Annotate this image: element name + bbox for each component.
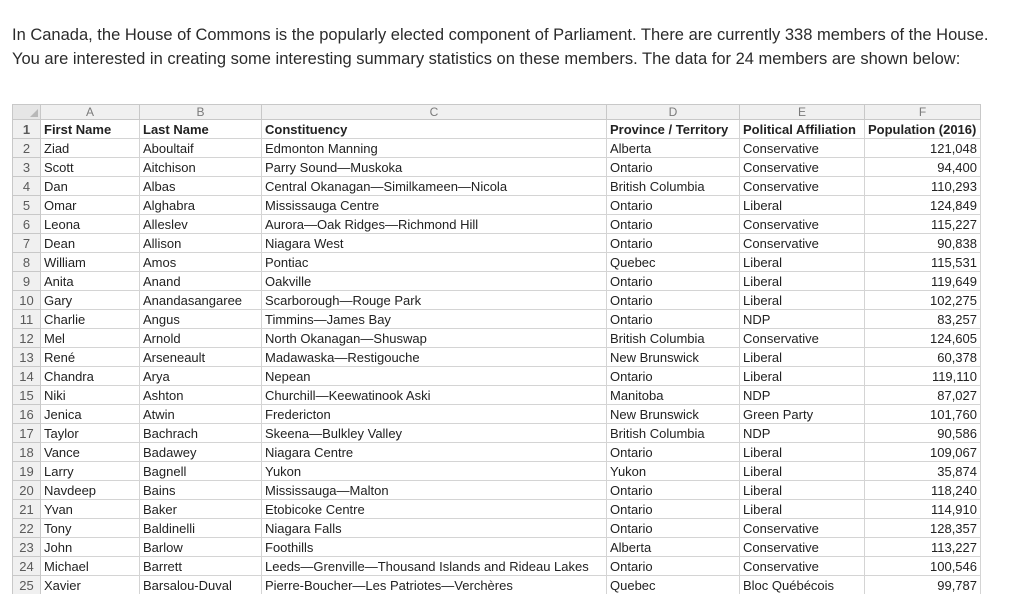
cell-affiliation[interactable]: Conservative xyxy=(740,158,865,177)
cell-province[interactable]: Ontario xyxy=(607,158,740,177)
cell-last-name[interactable]: Barlow xyxy=(140,538,262,557)
cell-province[interactable]: Ontario xyxy=(607,443,740,462)
cell-population[interactable]: 35,874 xyxy=(865,462,981,481)
row-number[interactable]: 1 xyxy=(13,120,41,139)
cell-last-name[interactable]: Alghabra xyxy=(140,196,262,215)
cell-province[interactable]: Manitoba xyxy=(607,386,740,405)
cell-constituency[interactable]: Parry Sound—Muskoka xyxy=(262,158,607,177)
cell-first-name[interactable]: Yvan xyxy=(41,500,140,519)
cell-first-name[interactable]: Omar xyxy=(41,196,140,215)
table-row xyxy=(13,272,981,291)
header-last-name[interactable]: Last Name xyxy=(140,120,262,139)
cell-province[interactable]: Ontario xyxy=(607,215,740,234)
table-row xyxy=(13,291,981,310)
table-row xyxy=(13,215,981,234)
cell-province[interactable]: Ontario xyxy=(607,500,740,519)
header-first-name[interactable]: First Name xyxy=(41,120,140,139)
cell-population[interactable]: 100,546 xyxy=(865,557,981,576)
cell-affiliation[interactable]: Conservative xyxy=(740,519,865,538)
cell-first-name[interactable]: Dan xyxy=(41,177,140,196)
table-row xyxy=(13,576,981,595)
cell-affiliation[interactable]: Green Party xyxy=(740,405,865,424)
row-number[interactable]: 18 xyxy=(13,443,41,462)
row-number[interactable]: 6 xyxy=(13,215,41,234)
cell-first-name[interactable]: John xyxy=(41,538,140,557)
row-number[interactable]: 5 xyxy=(13,196,41,215)
cell-last-name[interactable]: Anand xyxy=(140,272,262,291)
table-row xyxy=(13,196,981,215)
cell-last-name[interactable]: Ashton xyxy=(140,386,262,405)
cell-population[interactable]: 60,378 xyxy=(865,348,981,367)
cell-constituency[interactable]: North Okanagan—Shuswap xyxy=(262,329,607,348)
cell-affiliation[interactable]: Liberal xyxy=(740,253,865,272)
cell-population[interactable]: 87,027 xyxy=(865,386,981,405)
cell-province[interactable]: British Columbia xyxy=(607,177,740,196)
cell-constituency[interactable]: Timmins—James Bay xyxy=(262,310,607,329)
cell-last-name[interactable]: Bains xyxy=(140,481,262,500)
cell-population[interactable]: 115,227 xyxy=(865,215,981,234)
cell-first-name[interactable]: Navdeep xyxy=(41,481,140,500)
table-row xyxy=(13,177,981,196)
cell-constituency[interactable]: Niagara Falls xyxy=(262,519,607,538)
cell-affiliation[interactable]: Conservative xyxy=(740,234,865,253)
cell-last-name[interactable]: Amos xyxy=(140,253,262,272)
cell-affiliation[interactable]: Bloc Québécois xyxy=(740,576,865,595)
row-number[interactable]: 24 xyxy=(13,557,41,576)
cell-affiliation[interactable]: Conservative xyxy=(740,215,865,234)
cell-province[interactable]: British Columbia xyxy=(607,329,740,348)
cell-province[interactable]: New Brunswick xyxy=(607,348,740,367)
row-number[interactable]: 10 xyxy=(13,291,41,310)
row-number[interactable]: 9 xyxy=(13,272,41,291)
cell-population[interactable]: 118,240 xyxy=(865,481,981,500)
cell-province[interactable]: Quebec xyxy=(607,576,740,595)
cell-affiliation[interactable]: NDP xyxy=(740,310,865,329)
cell-affiliation[interactable]: NDP xyxy=(740,386,865,405)
cell-last-name[interactable]: Arnold xyxy=(140,329,262,348)
cell-first-name[interactable]: Niki xyxy=(41,386,140,405)
cell-affiliation[interactable]: NDP xyxy=(740,424,865,443)
row-number[interactable]: 3 xyxy=(13,158,41,177)
cell-constituency[interactable]: Central Okanagan—Similkameen—Nicola xyxy=(262,177,607,196)
cell-constituency[interactable]: Pontiac xyxy=(262,253,607,272)
cell-province[interactable]: Alberta xyxy=(607,538,740,557)
cell-last-name[interactable]: Aboultaif xyxy=(140,139,262,158)
cell-first-name[interactable]: Charlie xyxy=(41,310,140,329)
cell-population[interactable]: 115,531 xyxy=(865,253,981,272)
cell-affiliation[interactable]: Conservative xyxy=(740,139,865,158)
cell-affiliation[interactable]: Conservative xyxy=(740,538,865,557)
cell-constituency[interactable]: Fredericton xyxy=(262,405,607,424)
cell-last-name[interactable]: Aitchison xyxy=(140,158,262,177)
cell-last-name[interactable]: Baldinelli xyxy=(140,519,262,538)
cell-constituency[interactable]: Oakville xyxy=(262,272,607,291)
table-row xyxy=(13,424,981,443)
cell-constituency[interactable]: Leeds—Grenville—Thousand Islands and Rideau Lakes xyxy=(262,557,607,576)
table-row xyxy=(13,367,981,386)
table-row xyxy=(13,386,981,405)
cell-province[interactable]: Ontario xyxy=(607,291,740,310)
cell-population[interactable]: 90,838 xyxy=(865,234,981,253)
cell-population[interactable]: 101,760 xyxy=(865,405,981,424)
cell-affiliation[interactable]: Conservative xyxy=(740,329,865,348)
header-affiliation[interactable]: Political Affiliation xyxy=(740,120,865,139)
row-number[interactable]: 23 xyxy=(13,538,41,557)
cell-province[interactable]: Alberta xyxy=(607,139,740,158)
table-row xyxy=(13,481,981,500)
table-row xyxy=(13,158,981,177)
cell-first-name[interactable]: Larry xyxy=(41,462,140,481)
cell-population[interactable]: 102,275 xyxy=(865,291,981,310)
cell-affiliation[interactable]: Conservative xyxy=(740,177,865,196)
cell-last-name[interactable]: Barsalou-Duval xyxy=(140,576,262,595)
cell-first-name[interactable]: Chandra xyxy=(41,367,140,386)
cell-first-name[interactable]: Scott xyxy=(41,158,140,177)
cell-population[interactable]: 114,910 xyxy=(865,500,981,519)
cell-constituency[interactable]: Pierre-Boucher—Les Patriotes—Verchères xyxy=(262,576,607,595)
row-number[interactable]: 13 xyxy=(13,348,41,367)
cell-population[interactable]: 83,257 xyxy=(865,310,981,329)
cell-first-name[interactable]: Anita xyxy=(41,272,140,291)
cell-last-name[interactable]: Angus xyxy=(140,310,262,329)
row-number[interactable]: 2 xyxy=(13,139,41,158)
cell-last-name[interactable]: Badawey xyxy=(140,443,262,462)
table-row xyxy=(13,329,981,348)
cell-last-name[interactable]: Anandasangaree xyxy=(140,291,262,310)
cell-affiliation[interactable]: Conservative xyxy=(740,557,865,576)
cell-affiliation[interactable]: Liberal xyxy=(740,367,865,386)
cell-constituency[interactable]: Etobicoke Centre xyxy=(262,500,607,519)
cell-population[interactable]: 113,227 xyxy=(865,538,981,557)
row-number[interactable]: 16 xyxy=(13,405,41,424)
cell-constituency[interactable]: Foothills xyxy=(262,538,607,557)
column-header-d[interactable]: D xyxy=(607,105,740,120)
cell-constituency[interactable]: Skeena—Bulkley Valley xyxy=(262,424,607,443)
cell-first-name[interactable]: René xyxy=(41,348,140,367)
row-number[interactable]: 21 xyxy=(13,500,41,519)
cell-population[interactable]: 124,849 xyxy=(865,196,981,215)
cell-constituency[interactable]: Edmonton Manning xyxy=(262,139,607,158)
cell-constituency[interactable]: Scarborough—Rouge Park xyxy=(262,291,607,310)
cell-last-name[interactable]: Albas xyxy=(140,177,262,196)
cell-first-name[interactable]: William xyxy=(41,253,140,272)
table-row xyxy=(13,234,981,253)
cell-last-name[interactable]: Bachrach xyxy=(140,424,262,443)
cell-first-name[interactable]: Gary xyxy=(41,291,140,310)
cell-affiliation[interactable]: Liberal xyxy=(740,443,865,462)
table-row xyxy=(13,348,981,367)
cell-constituency[interactable]: Niagara Centre xyxy=(262,443,607,462)
table-row xyxy=(13,139,981,158)
row-number[interactable]: 20 xyxy=(13,481,41,500)
header-constituency[interactable]: Constituency xyxy=(262,120,607,139)
cell-first-name[interactable]: Vance xyxy=(41,443,140,462)
header-province[interactable]: Province / Territory xyxy=(607,120,740,139)
cell-constituency[interactable]: Madawaska—Restigouche xyxy=(262,348,607,367)
table-row xyxy=(13,500,981,519)
row-number[interactable]: 8 xyxy=(13,253,41,272)
cell-constituency[interactable]: Aurora—Oak Ridges—Richmond Hill xyxy=(262,215,607,234)
header-population[interactable]: Population (2016) xyxy=(865,120,981,139)
cell-affiliation[interactable]: Liberal xyxy=(740,481,865,500)
cell-last-name[interactable]: Bagnell xyxy=(140,462,262,481)
table-row xyxy=(13,519,981,538)
column-header-c[interactable]: C xyxy=(262,105,607,120)
cell-population[interactable]: 99,787 xyxy=(865,576,981,595)
cell-population[interactable]: 119,649 xyxy=(865,272,981,291)
cell-province[interactable]: Ontario xyxy=(607,519,740,538)
cell-province[interactable]: Ontario xyxy=(607,367,740,386)
cell-last-name[interactable]: Barrett xyxy=(140,557,262,576)
cell-first-name[interactable]: Taylor xyxy=(41,424,140,443)
cell-last-name[interactable]: Alleslev xyxy=(140,215,262,234)
column-header-row xyxy=(13,105,981,120)
row-number[interactable]: 14 xyxy=(13,367,41,386)
cell-affiliation[interactable]: Liberal xyxy=(740,272,865,291)
cell-population[interactable]: 128,357 xyxy=(865,519,981,538)
row-number[interactable]: 22 xyxy=(13,519,41,538)
spreadsheet-table xyxy=(12,104,981,594)
cell-constituency[interactable]: Nepean xyxy=(262,367,607,386)
row-number[interactable]: 11 xyxy=(13,310,41,329)
cell-first-name[interactable]: Ziad xyxy=(41,139,140,158)
cell-constituency[interactable]: Yukon xyxy=(262,462,607,481)
intro-paragraph: In Canada, the House of Commons is the popularly elected component of Parliament. There are currently 338 members of the House. You are interested in creating some interesting summary statistics on these members. The data for 24 members are shown below: xyxy=(12,25,989,68)
cell-affiliation[interactable]: Liberal xyxy=(740,462,865,481)
row-number[interactable]: 17 xyxy=(13,424,41,443)
row-number[interactable]: 7 xyxy=(13,234,41,253)
column-header-a[interactable]: A xyxy=(41,105,140,120)
table-row xyxy=(13,557,981,576)
cell-first-name[interactable]: Tony xyxy=(41,519,140,538)
cell-province[interactable]: Yukon xyxy=(607,462,740,481)
cell-population[interactable]: 121,048 xyxy=(865,139,981,158)
cell-province[interactable]: Ontario xyxy=(607,234,740,253)
cell-population[interactable]: 124,605 xyxy=(865,329,981,348)
table-row xyxy=(13,253,981,272)
cell-province[interactable]: Ontario xyxy=(607,310,740,329)
row-number[interactable]: 25 xyxy=(13,576,41,595)
row-number[interactable]: 15 xyxy=(13,386,41,405)
cell-population[interactable]: 94,400 xyxy=(865,158,981,177)
table-row xyxy=(13,443,981,462)
cell-population[interactable]: 119,110 xyxy=(865,367,981,386)
cell-last-name[interactable]: Arya xyxy=(140,367,262,386)
cell-province[interactable]: Quebec xyxy=(607,253,740,272)
table-row xyxy=(13,538,981,557)
cell-affiliation[interactable]: Liberal xyxy=(740,500,865,519)
cell-last-name[interactable]: Baker xyxy=(140,500,262,519)
table-row xyxy=(13,462,981,481)
table-row xyxy=(13,310,981,329)
cell-population[interactable]: 109,067 xyxy=(865,443,981,462)
cell-first-name[interactable]: Michael xyxy=(41,557,140,576)
cell-province[interactable]: Ontario xyxy=(607,272,740,291)
cell-first-name[interactable]: Mel xyxy=(41,329,140,348)
column-header-f[interactable]: F xyxy=(865,105,981,120)
select-all-corner[interactable] xyxy=(13,105,41,120)
cell-population[interactable]: 110,293 xyxy=(865,177,981,196)
row-number[interactable]: 19 xyxy=(13,462,41,481)
cell-population[interactable]: 90,586 xyxy=(865,424,981,443)
cell-affiliation[interactable]: Liberal xyxy=(740,291,865,310)
cell-last-name[interactable]: Arseneault xyxy=(140,348,262,367)
cell-constituency[interactable]: Mississauga—Malton xyxy=(262,481,607,500)
column-header-e[interactable]: E xyxy=(740,105,865,120)
table-row xyxy=(13,405,981,424)
cell-constituency[interactable]: Churchill—Keewatinook Aski xyxy=(262,386,607,405)
cell-province[interactable]: British Columbia xyxy=(607,424,740,443)
row-number[interactable]: 12 xyxy=(13,329,41,348)
row-number[interactable]: 4 xyxy=(13,177,41,196)
column-header-b[interactable]: B xyxy=(140,105,262,120)
cell-province[interactable]: Ontario xyxy=(607,196,740,215)
cell-last-name[interactable]: Allison xyxy=(140,234,262,253)
cell-last-name[interactable]: Atwin xyxy=(140,405,262,424)
header-row xyxy=(13,120,981,139)
cell-affiliation[interactable]: Liberal xyxy=(740,348,865,367)
cell-affiliation[interactable]: Liberal xyxy=(740,196,865,215)
cell-first-name[interactable]: Dean xyxy=(41,234,140,253)
cell-first-name[interactable]: Leona xyxy=(41,215,140,234)
cell-constituency[interactable]: Niagara West xyxy=(262,234,607,253)
cell-province[interactable]: Ontario xyxy=(607,557,740,576)
cell-first-name[interactable]: Jenica xyxy=(41,405,140,424)
cell-province[interactable]: New Brunswick xyxy=(607,405,740,424)
cell-first-name[interactable]: Xavier xyxy=(41,576,140,595)
cell-constituency[interactable]: Mississauga Centre xyxy=(262,196,607,215)
cell-province[interactable]: Ontario xyxy=(607,481,740,500)
